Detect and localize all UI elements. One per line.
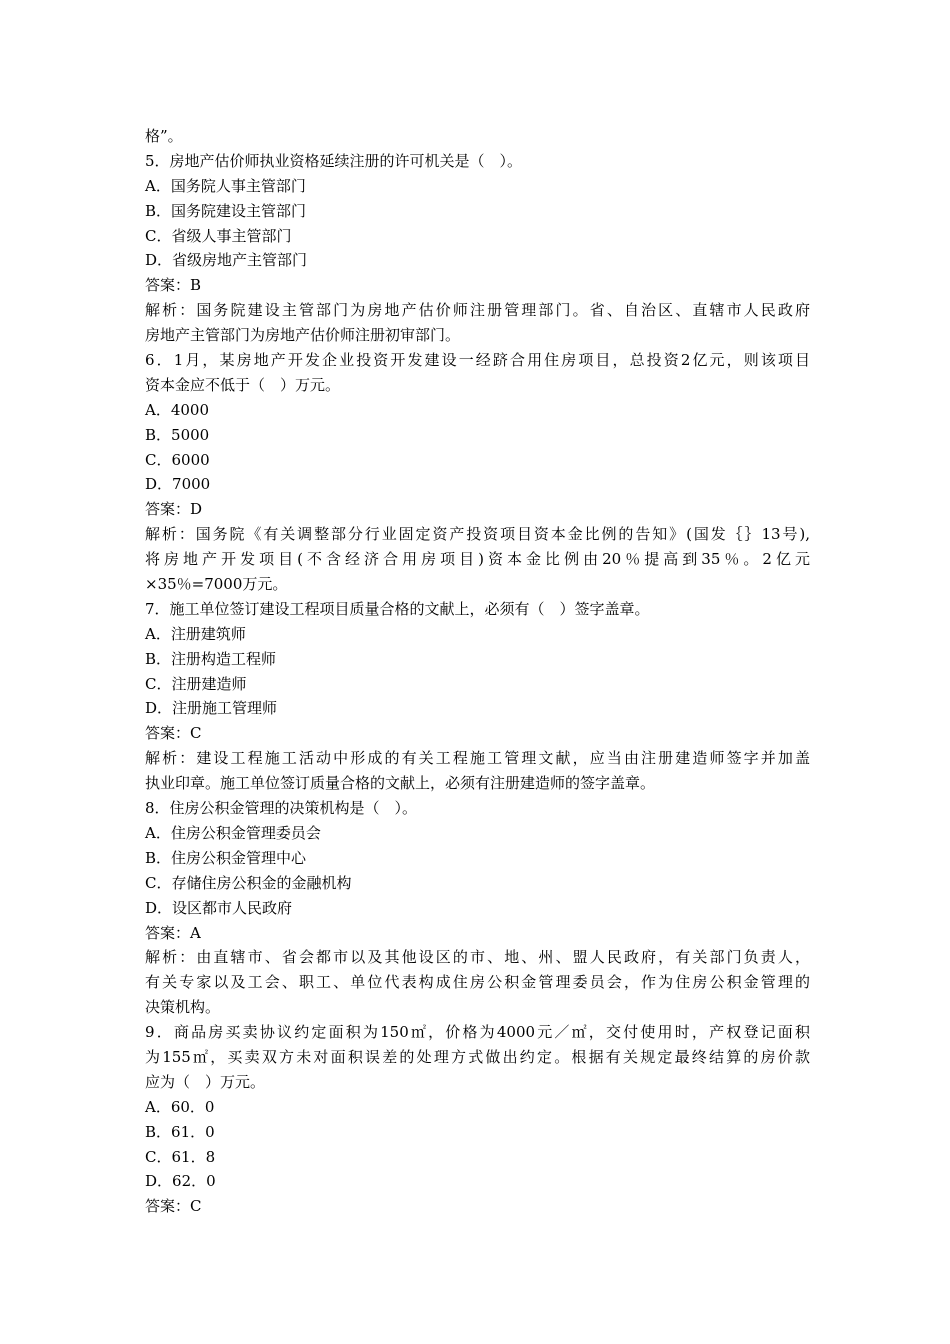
explanation-line: 房地产主管部门为房地产估价师注册初审部门。 xyxy=(145,326,461,345)
explanation-line: 决策机构。 xyxy=(145,998,221,1017)
question-9-cont: 应为（ ）万元。 xyxy=(145,1072,266,1091)
option-c: C．省级人事主管部门 xyxy=(145,226,292,245)
option-c: C．存储住房公积金的金融机构 xyxy=(145,873,352,892)
answer: 答案：D xyxy=(145,500,203,519)
option-d: D．省级房地产主管部门 xyxy=(145,251,308,270)
option-a: A．注册建筑师 xyxy=(145,624,246,643)
explanation-line: ×35％=7000万元。 xyxy=(145,575,288,594)
option-d: D．注册施工管理师 xyxy=(145,699,278,718)
option-c: C．6000 xyxy=(145,450,210,469)
explanation-line: 解析：国务院建设主管部门为房地产估价师注册管理部门。省、自治区、直辖市人民政府 xyxy=(145,301,810,320)
option-b: B．注册构造工程师 xyxy=(145,649,277,668)
question-8: 8．住房公积金管理的决策机构是（ ）。 xyxy=(145,799,418,818)
option-c: C．61．8 xyxy=(145,1147,216,1166)
explanation-line: 执业印章。施工单位签订质量合格的文献上，必须有注册建造师的签字盖章。 xyxy=(145,774,656,793)
option-b: B．住房公积金管理中心 xyxy=(145,848,307,867)
option-b: B．国务院建设主管部门 xyxy=(145,201,307,220)
question-6: 6．1月，某房地产开发企业投资开发建设一经跻合用住房项目，总投资2亿元，则该项目 xyxy=(145,351,810,370)
question-5: 5．房地产估价师执业资格延续注册的许可机关是（ ）。 xyxy=(145,151,523,170)
option-b: B．5000 xyxy=(145,425,210,444)
option-a: A．4000 xyxy=(145,400,210,419)
question-6-cont: 资本金应不低于（ ）万元。 xyxy=(145,375,341,394)
explanation-line: 解析：由直辖市、省会都市以及其他设区的市、地、州、盟人民政府，有关部门负责人， xyxy=(145,948,810,967)
question-9-cont: 为155㎡，买卖双方未对面积误差的处理方式做出约定。根据有关规定最终结算的房价款 xyxy=(145,1047,810,1066)
explanation-line: 解析：建设工程施工活动中形成的有关工程施工管理文献，应当由注册建造师签字并加盖 xyxy=(145,749,810,768)
text-line: 格”。 xyxy=(145,127,183,145)
question-9: 9．商品房买卖协议约定面积为150㎡，价格为4000元／㎡，交付使用时，产权登记面积 xyxy=(145,1023,810,1042)
option-d: D．62．0 xyxy=(145,1172,216,1191)
option-a: A．60．0 xyxy=(145,1097,215,1116)
option-d: D．设区都市人民政府 xyxy=(145,898,293,917)
explanation-line: 解析：国务院《有关调整部分行业固定资产投资项目资本金比例的告知》(国发｛｝13号), xyxy=(145,525,810,544)
answer: 答案：A xyxy=(145,923,201,942)
answer: 答案：B xyxy=(145,276,202,295)
option-d: D．7000 xyxy=(145,475,211,494)
option-b: B．61．0 xyxy=(145,1122,215,1141)
document-body xyxy=(145,124,810,1219)
option-c: C．注册建造师 xyxy=(145,674,247,693)
explanation-line: 将房地产开发项目(不含经济合用房项目)资本金比例由20％提高到35％。2亿元 xyxy=(145,550,810,569)
question-7: 7．施工单位签订建设工程项目质量合格的文献上，必须有（ ）签字盖章。 xyxy=(145,599,650,618)
option-a: A．住房公积金管理委员会 xyxy=(145,823,321,842)
answer: 答案：C xyxy=(145,1197,202,1216)
option-a: A．国务院人事主管部门 xyxy=(145,176,306,195)
answer: 答案：C xyxy=(145,724,202,743)
explanation-line: 有关专家以及工会、职工、单位代表构成住房公积金管理委员会，作为住房公积金管理的 xyxy=(145,973,810,992)
